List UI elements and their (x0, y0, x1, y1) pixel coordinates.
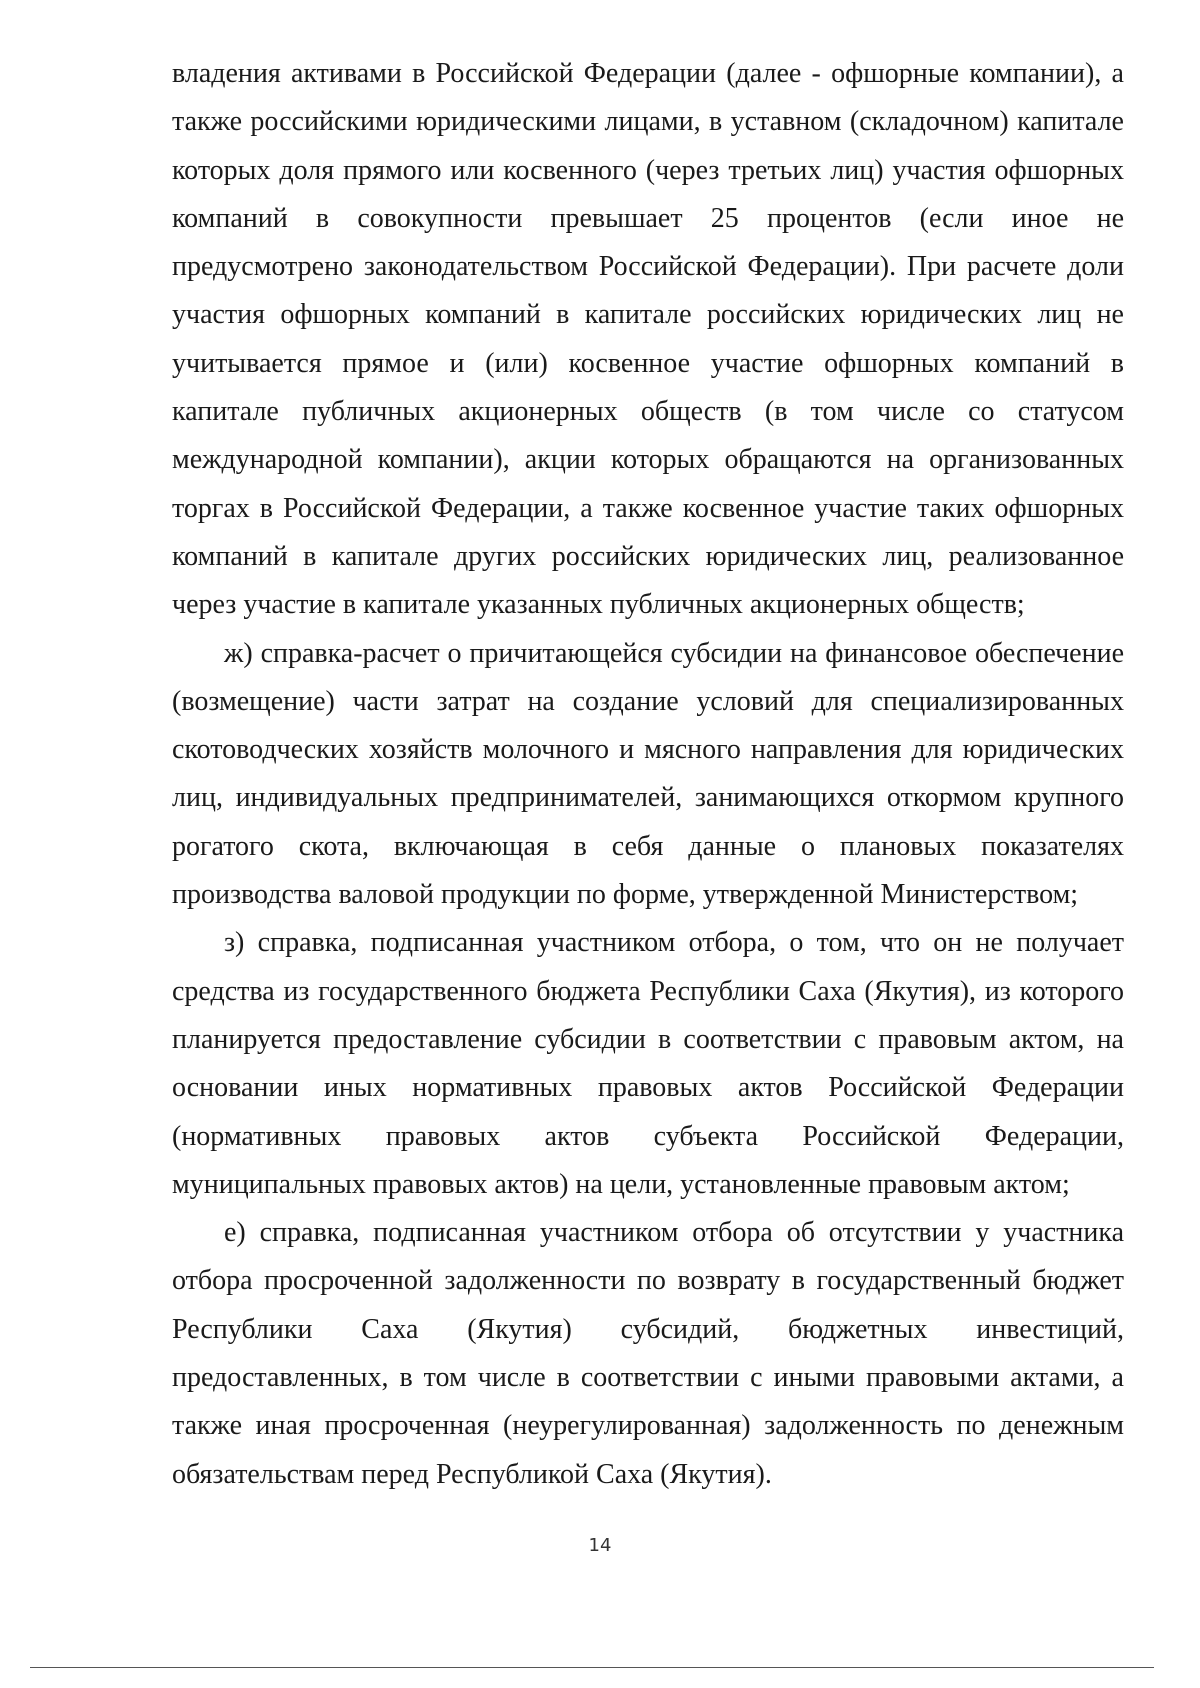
paragraph-offshore-continuation: владения активами в Российской Федерации (далее - офшорные компании), а также российскими юридическими лицами, в уставном (складочном) капитале которых доля прямого или косвенного (через третьих лиц) участия офшорных компаний в совокупности превышает 25 процентов (если иное не предусмотрено законодательством Российской Федерации). При расчете доли участия офшорных компаний в капитале российских юридических лиц не учитывается прямое и (или) косвенное участие офшорных компаний в капитале публичных акционерных обществ (в том числе со статусом международной компании), акции которых обращаются на организованных торгах в Российской Федерации, а также косвенное участие таких офшорных компаний в капитале других российских юридических лиц, реализованное через участие в капитале указанных публичных акционерных обществ; (172, 58, 1124, 621)
document-page (172, 50, 1124, 1499)
paragraph-item-e: е) справка, подписанная участником отбора об отсутствии у участника отбора просроченной задолженности по возврату в государственный бюджет Республики Саха (Якутия) субсидий, бюджетных инвестиций, предоставленных, в том числе в соответствии с иными правовыми актами, а также иная просроченная (неурегулированная) задолженность по денежным обязательствам перед Республикой Саха (Якутия). (172, 1217, 1124, 1490)
paragraph-item-z: з) справка, подписанная участником отбора, о том, что он не получает средства из государственного бюджета Республики Саха (Якутия), из которого планируется предоставление субсидии в соответствии с правовым актом, на основании иных нормативных правовых актов Российской Федерации (нормативных правовых актов субъекта Российской Федерации, муниципальных правовых актов) на цели, установленные правовым актом; (172, 927, 1124, 1200)
paragraph-item-zh: ж) справка-расчет о причитающейся субсидии на финансовое обеспечение (возмещение) части затрат на создание условий для специализированных скотоводческих хозяйств молочного и мясного направления для юридических лиц, индивидуальных предпринимателей, занимающихся откормом крупного рогатого скота, включающая в себя данные о плановых показателях производства валовой продукции по форме, утвержденной Министерством; (172, 637, 1124, 911)
footer-divider (30, 1667, 1154, 1668)
page-number: 14 (588, 1535, 612, 1556)
